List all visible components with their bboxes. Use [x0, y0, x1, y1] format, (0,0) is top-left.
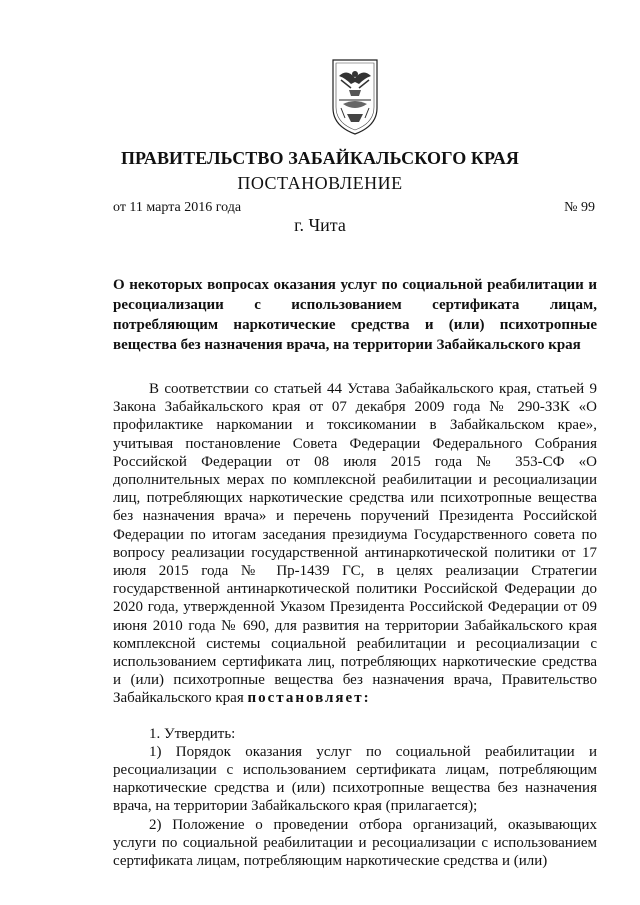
preamble-paragraph: [113, 380, 597, 708]
preamble-text: В соответствии со статьей 44 Устава Забайкальского края, статьей 9 Закона Забайкальского края от 07 декабря 2009 года № 290-ЗЗК «О профилактике наркомании и токсикомании в Забайкальском крае», учитывая постановление Совета Федерации Федерального Собрания Российской Федерации от 08 июля 2015 года № 353-СФ «О дополнительных мерах по комплексной реабилитации и ресоциализации лиц, потребляющих наркотические средства или психотропные вещества без назначения врача» и перечень поручений Президента Российской Федерации по итогам заседания президиума Государственного совета по вопросу реализации государственной антинаркотической политики от 17 июля 2015 года № Пр-1439 ГС, в целях реализации Стратегии государственной антинаркотической политики Российской Федерации до 2020 года, утвержденной Указом Президента Российской Федерации от 09 июня 2010 года № 690, для развития на территории Забайкальского края комплексной системы социальной реабилитации и ресоциализации с использованием сертификата лиц, потребляющих наркотические средства и (или) психотропные вещества без назначения врача, Правительство Забайкальского края: [113, 381, 597, 707]
coat-of-arms-icon: [329, 56, 381, 136]
item-1-2: 2) Положение о проведении отбора организаций, оказывающих услуги по социальной реабилитации и ресоциализации с использованием сертификата лицам, потребляющим наркотические средства и (или): [113, 816, 597, 870]
document-type: ПОСТАНОВЛЕНИЕ: [237, 173, 403, 193]
item-1-1: 1) Порядок оказания услуг по социальной реабилитации и ресоциализации с использованием сертификата лицам, потребляющим наркотические средства и (или) психотропные вещества без назначения врача, на территории Забайкальского края (прилагается);: [113, 743, 597, 815]
document-number: № 99: [564, 200, 595, 215]
document-body: [113, 380, 597, 870]
document-date: от 11 марта 2016 года: [113, 200, 242, 215]
document-subject: О некоторых вопросах оказания услуг по социальной реабилитации и ресоциализации с использованием сертификата лицам, потребляющим наркотические средства и (или) психотропные вещества без назначения врача, на территории Забайкальского края: [113, 277, 597, 353]
decree-word: постановляет:: [247, 690, 371, 707]
document-city: г. Чита: [294, 215, 346, 235]
government-title: ПРАВИТЕЛЬСТВО ЗАБАЙКАЛЬСКОГО КРАЯ: [120, 148, 520, 168]
item-1: 1. Утвердить:: [149, 725, 236, 742]
